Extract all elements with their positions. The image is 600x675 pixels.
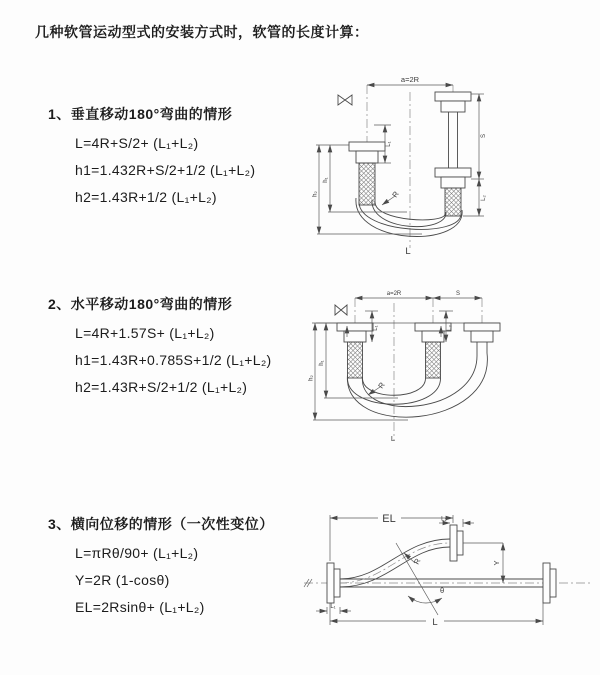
formula-line: h2=1.43R+1/2 (L₁+L₂) <box>75 189 217 205</box>
formula-line: Y=2R (1-cosθ) <box>75 572 170 588</box>
section-vertical-movement <box>48 104 255 205</box>
section-heading: 1、垂直移动180°弯曲的情形 <box>48 106 233 122</box>
dim-label-h1: h₁ <box>319 360 325 366</box>
dim-label-length: L <box>390 434 396 443</box>
diagram-vertical-180-bend <box>312 72 597 262</box>
dim-label-l2: L₂ <box>441 516 447 523</box>
section-lateral-displacement <box>48 514 274 615</box>
dim-label-h2: h₂ <box>312 191 319 197</box>
formula-line: h1=1.432R+S/2+1/2 (L₁+L₂) <box>75 162 256 178</box>
dim-label-l1: L₁ <box>330 604 336 610</box>
section-heading: 3、横向位移的情形（一次性变位） <box>48 516 274 532</box>
dim-label-l1: L₁ <box>386 141 392 147</box>
page-title: 几种软管运动型式的安装方式时，软管的长度计算： <box>35 24 369 40</box>
formula-line: h1=1.43R+0.785S+1/2 (L₁+L₂) <box>75 352 272 368</box>
dim-label-theta: θ <box>440 586 445 595</box>
dim-label-length: L <box>405 246 411 257</box>
dim-label-l1: L₁ <box>373 325 379 331</box>
dim-label-l2: L₂ <box>481 195 487 201</box>
formula-line: L=πRθ/90+ (L₁+L₂) <box>75 545 199 561</box>
dim-label-h2: h₂ <box>308 375 315 381</box>
dim-label-radius: R <box>390 189 401 200</box>
dim-label-span: a=2R <box>386 291 402 297</box>
diagram-horizontal-180-bend <box>308 283 598 458</box>
hose-curve <box>340 539 450 587</box>
dim-label-s: S <box>481 133 487 139</box>
dim-label-h1: h₁ <box>323 177 329 183</box>
valve-icon <box>338 95 352 105</box>
formula-line: L=4R+S/2+ (L₁+L₂) <box>75 135 199 151</box>
formula-line: EL=2Rsinθ+ (L₁+L₂) <box>75 599 205 615</box>
formula-line: L=4R+1.57S+ (L₁+L₂) <box>75 325 215 341</box>
hose-braid <box>426 342 441 378</box>
hose-loop <box>347 353 487 417</box>
dim-label-length: L <box>432 617 438 628</box>
dim-label-radius: R <box>411 556 423 566</box>
section-heading: 2、水平移动180°弯曲的情形 <box>48 296 233 312</box>
section-horizontal-movement <box>48 294 272 395</box>
hose-braid <box>359 163 375 205</box>
dim-label-y: Y <box>492 560 501 566</box>
formula-line: h2=1.43R+S/2+1/2 (L₁+L₂) <box>75 379 248 395</box>
dim-label-el: EL <box>382 513 396 525</box>
dim-label-l2: L₂ <box>447 325 453 331</box>
dim-label-s: S <box>455 291 461 297</box>
dim-label-span: a=2R <box>400 75 420 84</box>
diagram-lateral-displacement <box>298 503 598 653</box>
hose-braid <box>445 188 461 216</box>
dim-label-radius: R <box>376 380 387 391</box>
hose-braid <box>348 342 363 378</box>
valve-icon <box>335 305 347 315</box>
